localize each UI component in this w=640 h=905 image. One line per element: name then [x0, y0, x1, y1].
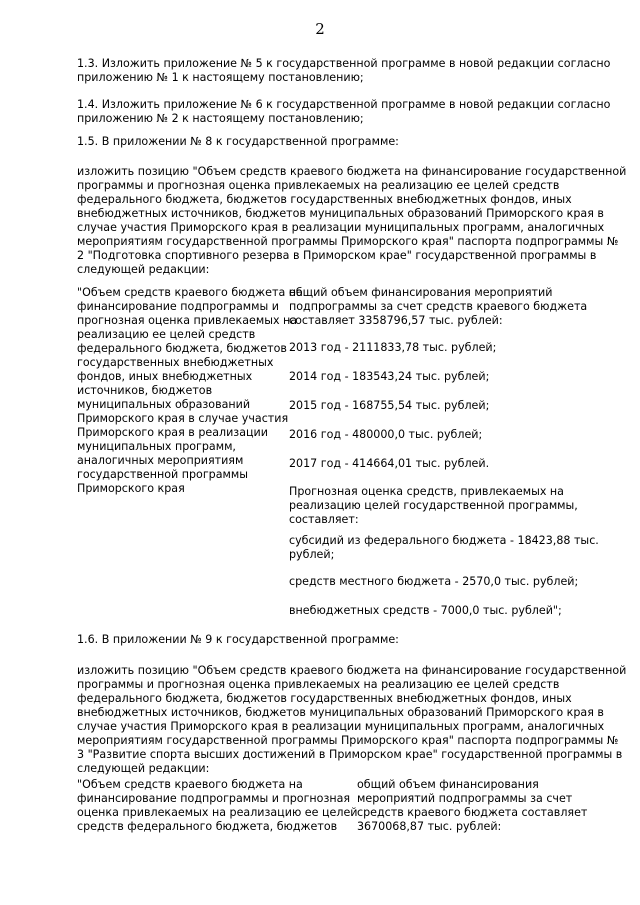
text-line: составляет: — [289, 513, 359, 526]
text-line: 3 "Развитие спорта высших достижений в Приморском крае" государственной программы в — [77, 748, 623, 761]
paragraph-1-5 — [77, 135, 589, 149]
text-line: следующей редакции: — [77, 263, 210, 276]
text-line: Приморского края — [77, 482, 185, 495]
table-cell-label — [77, 778, 358, 834]
text-line: источников, бюджетов — [77, 384, 213, 397]
text-line: федерального бюджета, бюджетов государственных внебюджетных фондов, иных — [77, 193, 572, 206]
text-line: приложению № 2 к настоящему постановлению; — [77, 112, 364, 125]
text-line: приложению № 1 к настоящему постановлению; — [77, 71, 364, 84]
text-line: средств краевого бюджета составляет — [357, 806, 588, 819]
text-line: аналогичных мероприятиям — [77, 454, 244, 467]
paragraph-1-6 — [77, 633, 589, 647]
text-line: внебюджетных источников, бюджетов муниципальных образований Приморского края в — [77, 706, 604, 719]
text-line: 2 "Подготовка спортивного резерва в Приморском крае" государственной программы в — [77, 249, 597, 262]
extra-budget: внебюджетных средств - 7000,0 тыс. рублей"; — [289, 604, 562, 617]
table-cell-value — [357, 778, 589, 834]
text-line: федерального бюджета, бюджетов — [77, 342, 287, 355]
funding-year-2017: 2017 год - 414664,01 тыс. рублей. — [289, 457, 490, 470]
funding-year-2016: 2016 год - 480000,0 тыс. рублей; — [289, 428, 483, 441]
text-line: федерального бюджета, бюджетов государственных внебюджетных фондов, иных — [77, 692, 572, 705]
text-line: Приморского края в реализации — [77, 426, 268, 439]
text-line: случае участия Приморского края в реализации муниципальных программ, аналогичных — [77, 720, 605, 733]
text-line: мероприятиям государственной программы Приморского края" паспорта подпрограммы № — [77, 235, 619, 248]
paragraph-1-4 — [77, 98, 611, 126]
text-line: государственной программы — [77, 468, 248, 481]
text-line: программы и прогнозная оценка привлекаемых на реализацию ее целей средств — [77, 179, 560, 192]
text-line: мероприятиям государственной программы Приморского края" паспорта подпрограммы № — [77, 734, 619, 747]
forecast-text — [289, 485, 597, 527]
funding-year-2015: 2015 год - 168755,54 тыс. рублей; — [289, 399, 490, 412]
funding-year-2014: 2014 год - 183543,24 тыс. рублей; — [289, 370, 490, 383]
table-cell-label — [77, 286, 303, 496]
text-line: субсидий из федерального бюджета - 18423,88 тыс. — [289, 534, 599, 547]
paragraph-1-5-text — [77, 165, 627, 277]
text-line: финансирование подпрограммы и — [77, 300, 279, 313]
text-line: реализацию ее целей средств — [77, 328, 256, 341]
text-line: составляет 3358796,57 тыс. рублей: — [289, 314, 503, 327]
text-line: программы и прогнозная оценка привлекаемых на реализацию ее целей средств — [77, 678, 560, 691]
page-number: 2 — [315, 20, 325, 38]
text-line: 3670068,87 тыс. рублей: — [357, 820, 502, 833]
text-line: прогнозная оценка привлекаемых на — [77, 314, 298, 327]
text-line: внебюджетных источников, бюджетов муниципальных образований Приморского края в — [77, 207, 604, 220]
text-line: рублей; — [289, 548, 335, 561]
paragraph-1-6-text — [77, 664, 627, 776]
text-line: общий объем финансирования — [357, 778, 539, 791]
funding-year-2013: 2013 год - 2111833,78 тыс. рублей; — [289, 341, 497, 354]
funding-total — [289, 286, 597, 328]
text-line: 1.4. Изложить приложение № 6 к государственной программе в новой редакции согласно — [77, 98, 611, 111]
paragraph-1-3 — [77, 57, 611, 85]
text-line: 1.6. В приложении № 9 к государственной программе: — [77, 633, 399, 646]
text-line: средств федерального бюджета, бюджетов — [77, 820, 338, 833]
text-line: оценка привлекаемых на реализацию ее целей — [77, 806, 358, 819]
text-line: случае участия Приморского края в реализации муниципальных программ, аналогичных — [77, 221, 605, 234]
text-line: государственных внебюджетных — [77, 356, 274, 369]
text-line: общий объем финансирования мероприятий — [289, 286, 553, 299]
text-line: изложить позицию "Объем средств краевого бюджета на финансирование государственной — [77, 664, 627, 677]
text-line: изложить позицию "Объем средств краевого бюджета на финансирование государственной — [77, 165, 627, 178]
text-line: следующей редакции: — [77, 762, 210, 775]
text-line: подпрограммы за счет средств краевого бюджета — [289, 300, 588, 313]
text-line: фондов, иных внебюджетных — [77, 370, 253, 383]
text-line: Прогнозная оценка средств, привлекаемых на — [289, 485, 564, 498]
text-line: "Объем средств краевого бюджета на — [77, 286, 303, 299]
local-budget: средств местного бюджета - 2570,0 тыс. рублей; — [289, 575, 579, 588]
text-line: муниципальных программ, — [77, 440, 236, 453]
text-line: муниципальных образований — [77, 398, 251, 411]
text-line: 1.3. Изложить приложение № 5 к государственной программе в новой редакции согласно — [77, 57, 611, 70]
text-line: 1.5. В приложении № 8 к государственной программе: — [77, 135, 399, 148]
text-line: реализацию целей государственной программы, — [289, 499, 578, 512]
text-line: финансирование подпрограммы и прогнозная — [77, 792, 351, 805]
federal-subsidies — [289, 534, 597, 562]
text-line: мероприятий подпрограммы за счет — [357, 792, 573, 805]
text-line: Приморского края в случае участия — [77, 412, 289, 425]
text-line: "Объем средств краевого бюджета на — [77, 778, 303, 791]
